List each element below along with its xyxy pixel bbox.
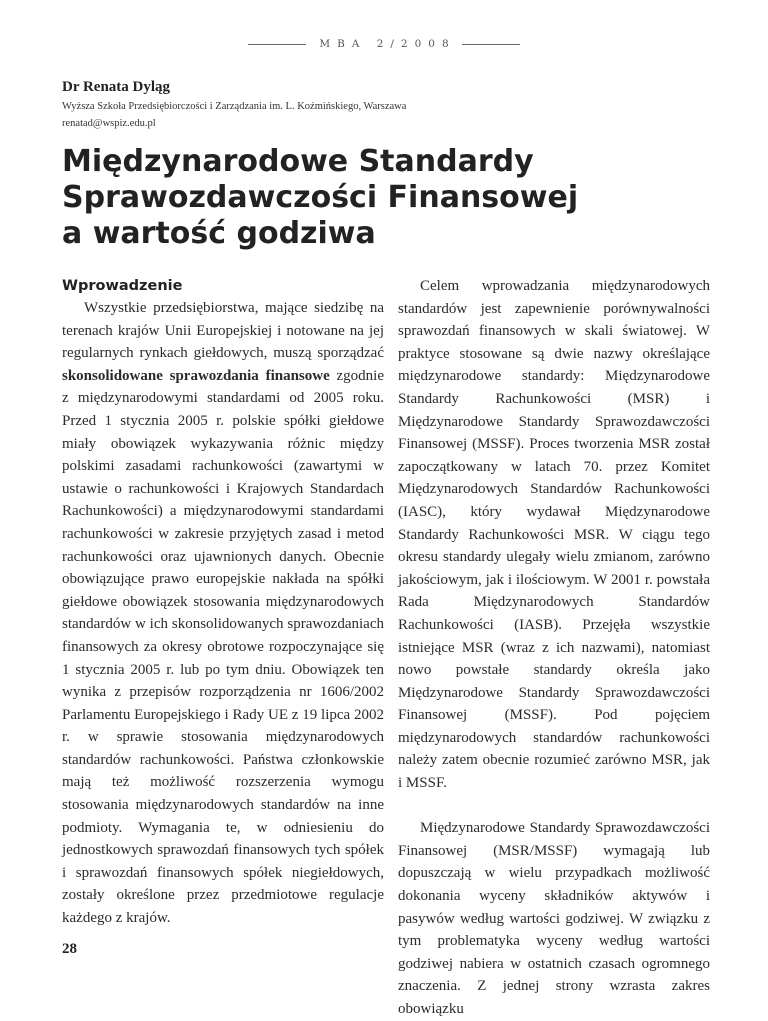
header-rule-right bbox=[462, 44, 520, 45]
section-heading: Wprowadzenie bbox=[62, 278, 183, 294]
title-line-3: a wartość godziwa bbox=[62, 216, 376, 251]
title-line-2: Sprawozdawczości Finansowej bbox=[62, 180, 579, 215]
author-name: Dr Renata Dyląg bbox=[62, 79, 171, 95]
article-title bbox=[62, 144, 662, 252]
header-rule-left bbox=[248, 44, 306, 45]
author-email: renatad@wspiz.edu.pl bbox=[62, 118, 156, 129]
purpose-paragraph: Celem wprowadzania międzynarodowych standardów jest zapewnienie porównywalności sprawozdań finansowych w skali światowej. W praktyce stosowane są dwie nazwy określające międzynarodowe standardy: Międzynarodowe Standardy Rachunkowości (MSR) i Międzynarodowe Standardy Sprawozdawczości Finansowej (MSSF). Proces tworzenia MSR został zapoczątkowany w latach 70. przez Komitet Międzynarodowych Standardów Rachunkowości (IASC), który wydawał Międzynarodowe Standardy Rachunkowości MSR. W ciągu tego okresu standardy ulegały wielu zmianom, zarówno jakościowym, jak i ilościowym. W 2001 r. powstała Rada Międzynarodowych Standardów Rachunkowości (IASB). Przejęła wszystkie istniejące MSR (wraz z ich nazwami), natomiast nowo powstałe standardy określa jako Międzynarodowe Standardy Sprawozdawczości Finansowej (MSSF). Pod pojęciem międzynarodowych standardów rachunkowości należy zatem obecnie rozumieć zarówno MSR, jak i MSSF. bbox=[398, 278, 710, 792]
intro-text-end: zgodnie z międzynarodowymi standardami od 2005 roku. Przed 1 stycznia 2005 r. polskie spółki giełdowe miały obowiązek wykazywania różnic między polskimi zasadami rachunkowości (zawartymi w ustawie o rachunkowości i Krajowych Standardach Rachunkowości) a międzynarodowymi standardami rachunkowości w zakresie przyjętych zasad i metod rachunkowości oraz ujawnionych danych. Obecnie obowiązujące prawo europejskie nakłada na spółki giełdowe obowiązek stosowania międzynarodowych standardów w ich skonsolidowanych sprawozdaniach finansowych za okresy obrotowe rozpoczynające się 1 stycznia 2005 r. lub po tym dniu. Obowiązek ten wynika z przepisów rozporządzenia nr 1606/2002 Parlamentu Europejskiego i Rady UE z 19 lipca 2002 r. w sprawie stosowania międzynarodowych standardów rachunkowości. Państwa członkowskie mają też możliwość rozszerzenia wymogu stosowania międzynarodowych standardów na inne podmioty. Wymagania te, w odniesieniu do jednostkowych sprawozdań finansowych tych spółek i sprawozdań finansowych spółek niegiełdowych, zostały określone przez przedmiotowe regulacje każdego z krajów. bbox=[62, 367, 384, 927]
page-number: 28 bbox=[62, 941, 77, 957]
intro-text-start: Wszystkie przedsiębiorstwa, mające siedzibę na terenach krajów Unii Europejskiej i notowane na jej regularnych rynkach giełdowych, muszą sporządzać bbox=[62, 300, 384, 362]
intro-paragraph bbox=[62, 297, 384, 930]
right-column bbox=[398, 275, 710, 1021]
running-header bbox=[0, 38, 768, 50]
author-affiliation: Wyższa Szkoła Przedsiębiorczości i Zarządzania im. L. Koźmińskiego, Warszawa bbox=[62, 101, 407, 112]
left-column bbox=[62, 275, 384, 930]
title-line-1: Międzynarodowe Standardy bbox=[62, 144, 534, 179]
journal-issue-label: MBA 2/2008 bbox=[319, 38, 456, 50]
intro-emphasis: skonsolidowane sprawozdania finansowe bbox=[62, 367, 330, 384]
fair-value-paragraph: Międzynarodowe Standardy Sprawozdawczości Finansowej (MSR/MSSF) wymagają lub dopuszczają w wielu przypadkach możliwość dokonania wyceny składników aktywów i pasywów według wartości godziwej. W związku z tym problematyka wyceny według wartości godziwej nabiera w ostatnich czasach ogromnego znaczenia. Z jednej strony wzrasta zakres obowiązku bbox=[398, 820, 710, 1017]
